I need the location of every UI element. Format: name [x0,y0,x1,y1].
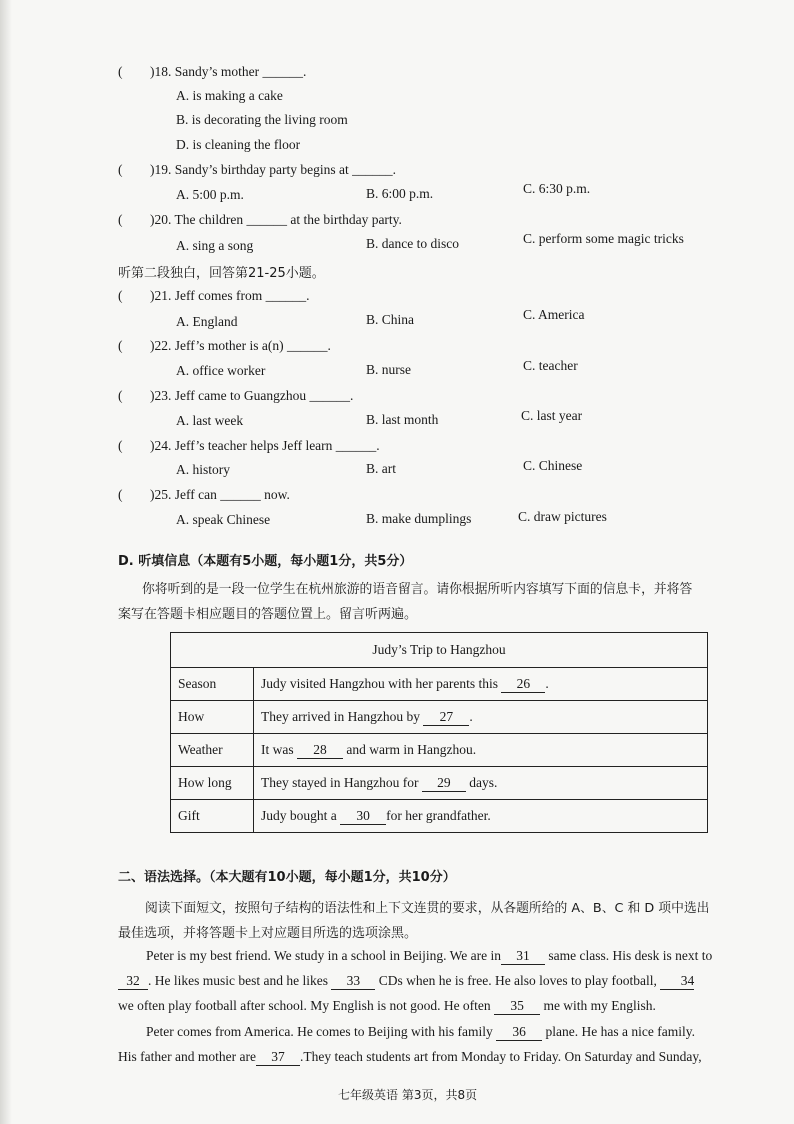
blank-34[interactable]: 34 [660,973,694,990]
passage-line: His father and mother are 37 .They teach students art from Monday to Friday. On Saturday and Sunday, [118,1049,702,1064]
scan-edge-shadow [0,0,12,1124]
row-content: They arrived in Hangzhou by 27 . [254,701,708,734]
blank-37[interactable]: 37 [256,1049,300,1066]
question-19-option-a: A. 5:00 p.m. [176,187,244,202]
row-content: Judy visited Hangzhou with her parents this 26 . [254,668,708,701]
question-21-option-b: B. China [366,312,415,327]
row-label: Season [171,668,254,701]
passage-line: Peter comes from America. He comes to Beijing with his family 36 plane. He has a nice family. [146,1024,695,1039]
row-label: Gift [171,800,254,833]
answer-paren: ( [118,487,123,502]
answer-paren: ( [118,338,123,353]
question-25-option-b: B. make dumplings [366,511,472,526]
row-content: Judy bought a 30 for her grandfather. [254,800,708,833]
answer-paren: ( [118,388,123,403]
monologue2-instruction: 听第二段独白，回答第21-25小题。 [118,266,325,281]
question-23-stem: )23. Jeff came to Guangzhou ______. [150,388,354,403]
section-d-instruction-2: 案写在答题卡相应题目的答题位置上。留言听两遍。 [118,607,418,622]
question-21-option-c: C. America [523,307,585,322]
blank-29[interactable]: 29 [422,775,466,792]
blank-35[interactable]: 35 [494,998,540,1015]
grammar-instruction-2: 最佳选项，并将答题卡上对应题目所选的选项涂黑。 [118,926,418,941]
blank-32[interactable]: 32 [118,973,148,990]
table-row [171,668,708,701]
question-18-option-a: A. is making a cake [176,88,283,103]
question-23-option-c: C. last year [521,408,583,423]
blank-33[interactable]: 33 [331,973,375,990]
section-d-instruction-1: 你将听到的是一段一位学生在杭州旅游的语音留言。请你根据所听内容填写下面的信息卡，并将答 [142,582,693,597]
table-title: Judy’s Trip to Hangzhou [171,633,708,668]
question-20-option-b: B. dance to disco [366,236,459,251]
question-22-option-b: B. nurse [366,362,411,377]
question-19-option-b: B. 6:00 p.m. [366,186,434,201]
question-19-option-c: C. 6:30 p.m. [523,181,591,196]
blank-31[interactable]: 31 [501,948,545,965]
question-25-stem: )25. Jeff can ______ now. [150,487,290,502]
question-24-stem: )24. Jeff’s teacher helps Jeff learn ______. [150,438,380,453]
passage-line: we often play football after school. My English is not good. He often 35 me with my English. [118,998,656,1013]
answer-paren: ( [118,438,123,453]
question-20-option-c: C. perform some magic tricks [523,231,684,246]
answer-paren: ( [118,64,123,79]
answer-paren: ( [118,162,123,177]
grammar-instruction-1: 阅读下面短文，按照句子结构的语法性和上下文连贯的要求，从各题所给的 A、B、C 和 D 项中选出 [145,901,710,916]
passage-line: 32 . He likes music best and he likes 33 CDs when he is free. He also loves to play football, 34 [118,973,694,990]
row-content: They stayed in Hangzhou for 29 days. [254,767,708,800]
blank-30[interactable]: 30 [340,808,386,825]
question-18-option-d: D. is cleaning the floor [176,137,301,152]
section-d-heading: D. 听填信息（本题有5小题，每小题1分，共5分） [118,554,413,569]
question-25-option-a: A. speak Chinese [176,512,271,527]
table-row [171,701,708,734]
row-content: It was 28 and warm in Hangzhou. [254,734,708,767]
question-21-stem: )21. Jeff comes from ______. [150,288,310,303]
row-label: Weather [171,734,254,767]
blank-36[interactable]: 36 [496,1024,542,1041]
question-18-option-b: B. is decorating the living room [176,112,348,127]
blank-27[interactable]: 27 [423,709,469,726]
question-22-option-c: C. teacher [523,358,578,373]
answer-paren: ( [118,212,123,227]
question-24-option-c: C. Chinese [523,458,583,473]
answer-paren: ( [118,288,123,303]
table-row [171,800,708,833]
passage-line: Peter is my best friend. We study in a school in Beijing. We are in 31 same class. His desk is next to [146,948,713,963]
trip-info-table [170,632,708,833]
question-22-option-a: A. office worker [176,363,266,378]
question-19-stem: )19. Sandy’s birthday party begins at ______. [150,162,396,177]
question-20-option-a: A. sing a song [176,238,254,253]
row-label: How long [171,767,254,800]
page-footer: 七年级英语 第3页，共8页 [338,1088,478,1102]
table-row [171,767,708,800]
question-24-option-b: B. art [366,461,396,476]
question-25-option-c: C. draw pictures [518,509,607,524]
table-title-row [171,633,708,668]
grammar-heading: 二、语法选择。（本大题有10小题，每小题1分，共10分） [118,870,456,885]
blank-26[interactable]: 26 [501,676,545,693]
question-23-option-b: B. last month [366,412,439,427]
question-22-stem: )22. Jeff’s mother is a(n) ______. [150,338,331,353]
question-21-option-a: A. England [176,314,238,329]
question-23-option-a: A. last week [176,413,244,428]
question-24-option-a: A. history [176,462,230,477]
row-label: How [171,701,254,734]
question-18-stem: )18. Sandy’s mother ______. [150,64,307,79]
blank-28[interactable]: 28 [297,742,343,759]
table-row [171,734,708,767]
question-20-stem: )20. The children ______ at the birthday party. [150,212,402,227]
